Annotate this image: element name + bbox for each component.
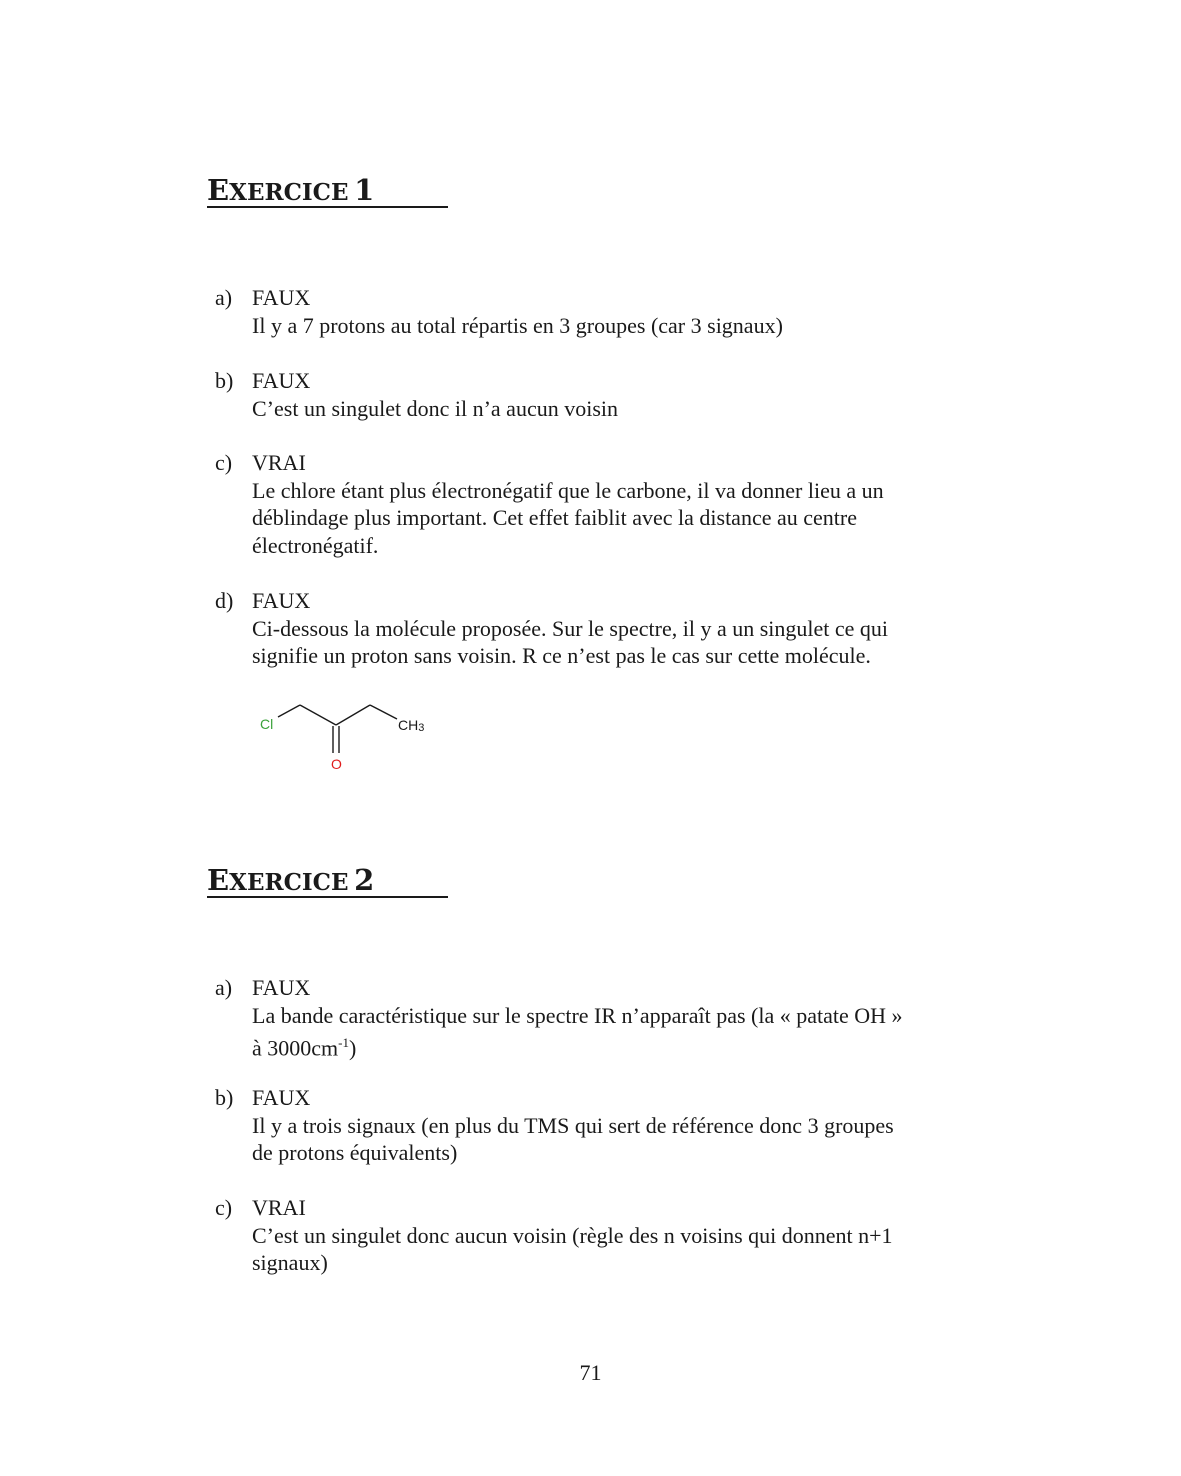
exercice-1-item-d <box>215 587 975 670</box>
item-explanation: Il y a trois signaux (en plus du TMS qui sert de référence donc 3 groupes de protons équivalents) <box>252 1112 894 1165</box>
exercice-2-item-c <box>215 1194 975 1277</box>
bond-cl-c1 <box>278 705 300 717</box>
chlorine-label: Cl <box>260 716 274 732</box>
item-verdict: VRAI <box>252 450 306 475</box>
item-verdict: FAUX <box>252 368 311 393</box>
oxygen-label: O <box>331 756 342 772</box>
item-letter: a) <box>215 285 233 310</box>
bond-c2-c3 <box>336 705 370 725</box>
item-verdict: VRAI <box>252 1195 306 1220</box>
item-explanation: Il y a 7 protons au total répartis en 3 groupes (car 3 signaux) <box>252 312 783 338</box>
exercice-2-item-b <box>215 1084 975 1167</box>
item-letter: b) <box>215 1085 234 1110</box>
item-letter: c) <box>215 1195 233 1220</box>
item-explanation: C’est un singulet donc il n’a aucun voisin <box>252 395 618 421</box>
exercice-2-item-a <box>215 974 975 1062</box>
methyl-label: CH3 <box>398 717 425 734</box>
item-explanation: La bande caractéristique sur le spectre IR n’apparaît pas (la « patate OH » à $3000cm^{-1}$) <box>252 1002 903 1061</box>
page-number: 71 <box>579 1360 602 1385</box>
exercice-1-item-b <box>215 367 975 422</box>
item-verdict: FAUX <box>252 975 311 1000</box>
item-verdict: FAUX <box>252 588 311 613</box>
bond-c3-ch3 <box>370 705 397 719</box>
exercice-1-item-c <box>215 449 975 559</box>
item-verdict: FAUX <box>252 1085 311 1110</box>
molecule-bonds <box>278 705 397 753</box>
molecule-structure <box>252 695 442 775</box>
item-explanation: Ci-dessous la molécule proposée. Sur le spectre, il y a un singulet ce qui signifie un proton sans voisin. R ce n’est pas le cas sur cette molécule. <box>252 615 889 668</box>
item-explanation: Le chlore étant plus électronégatif que le carbone, il va donner lieu a un déblindage plus important. Cet effet faiblit avec la distance au centre électronégatif. <box>252 477 884 558</box>
item-verdict: FAUX <box>252 285 311 310</box>
item-letter: b) <box>215 368 234 393</box>
item-letter: a) <box>215 975 233 1000</box>
item-letter: c) <box>215 450 233 475</box>
exercice-1-heading: EXERCICE 1 <box>207 176 448 208</box>
item-letter: d) <box>215 588 234 613</box>
item-explanation: C’est un singulet donc aucun voisin (règle des n voisins qui donnent n+1 signaux) <box>252 1222 893 1275</box>
exercice-2-heading: EXERCICE 2 <box>207 866 448 898</box>
exercice-1-item-a <box>215 284 975 339</box>
bond-c1-c2 <box>300 705 336 725</box>
